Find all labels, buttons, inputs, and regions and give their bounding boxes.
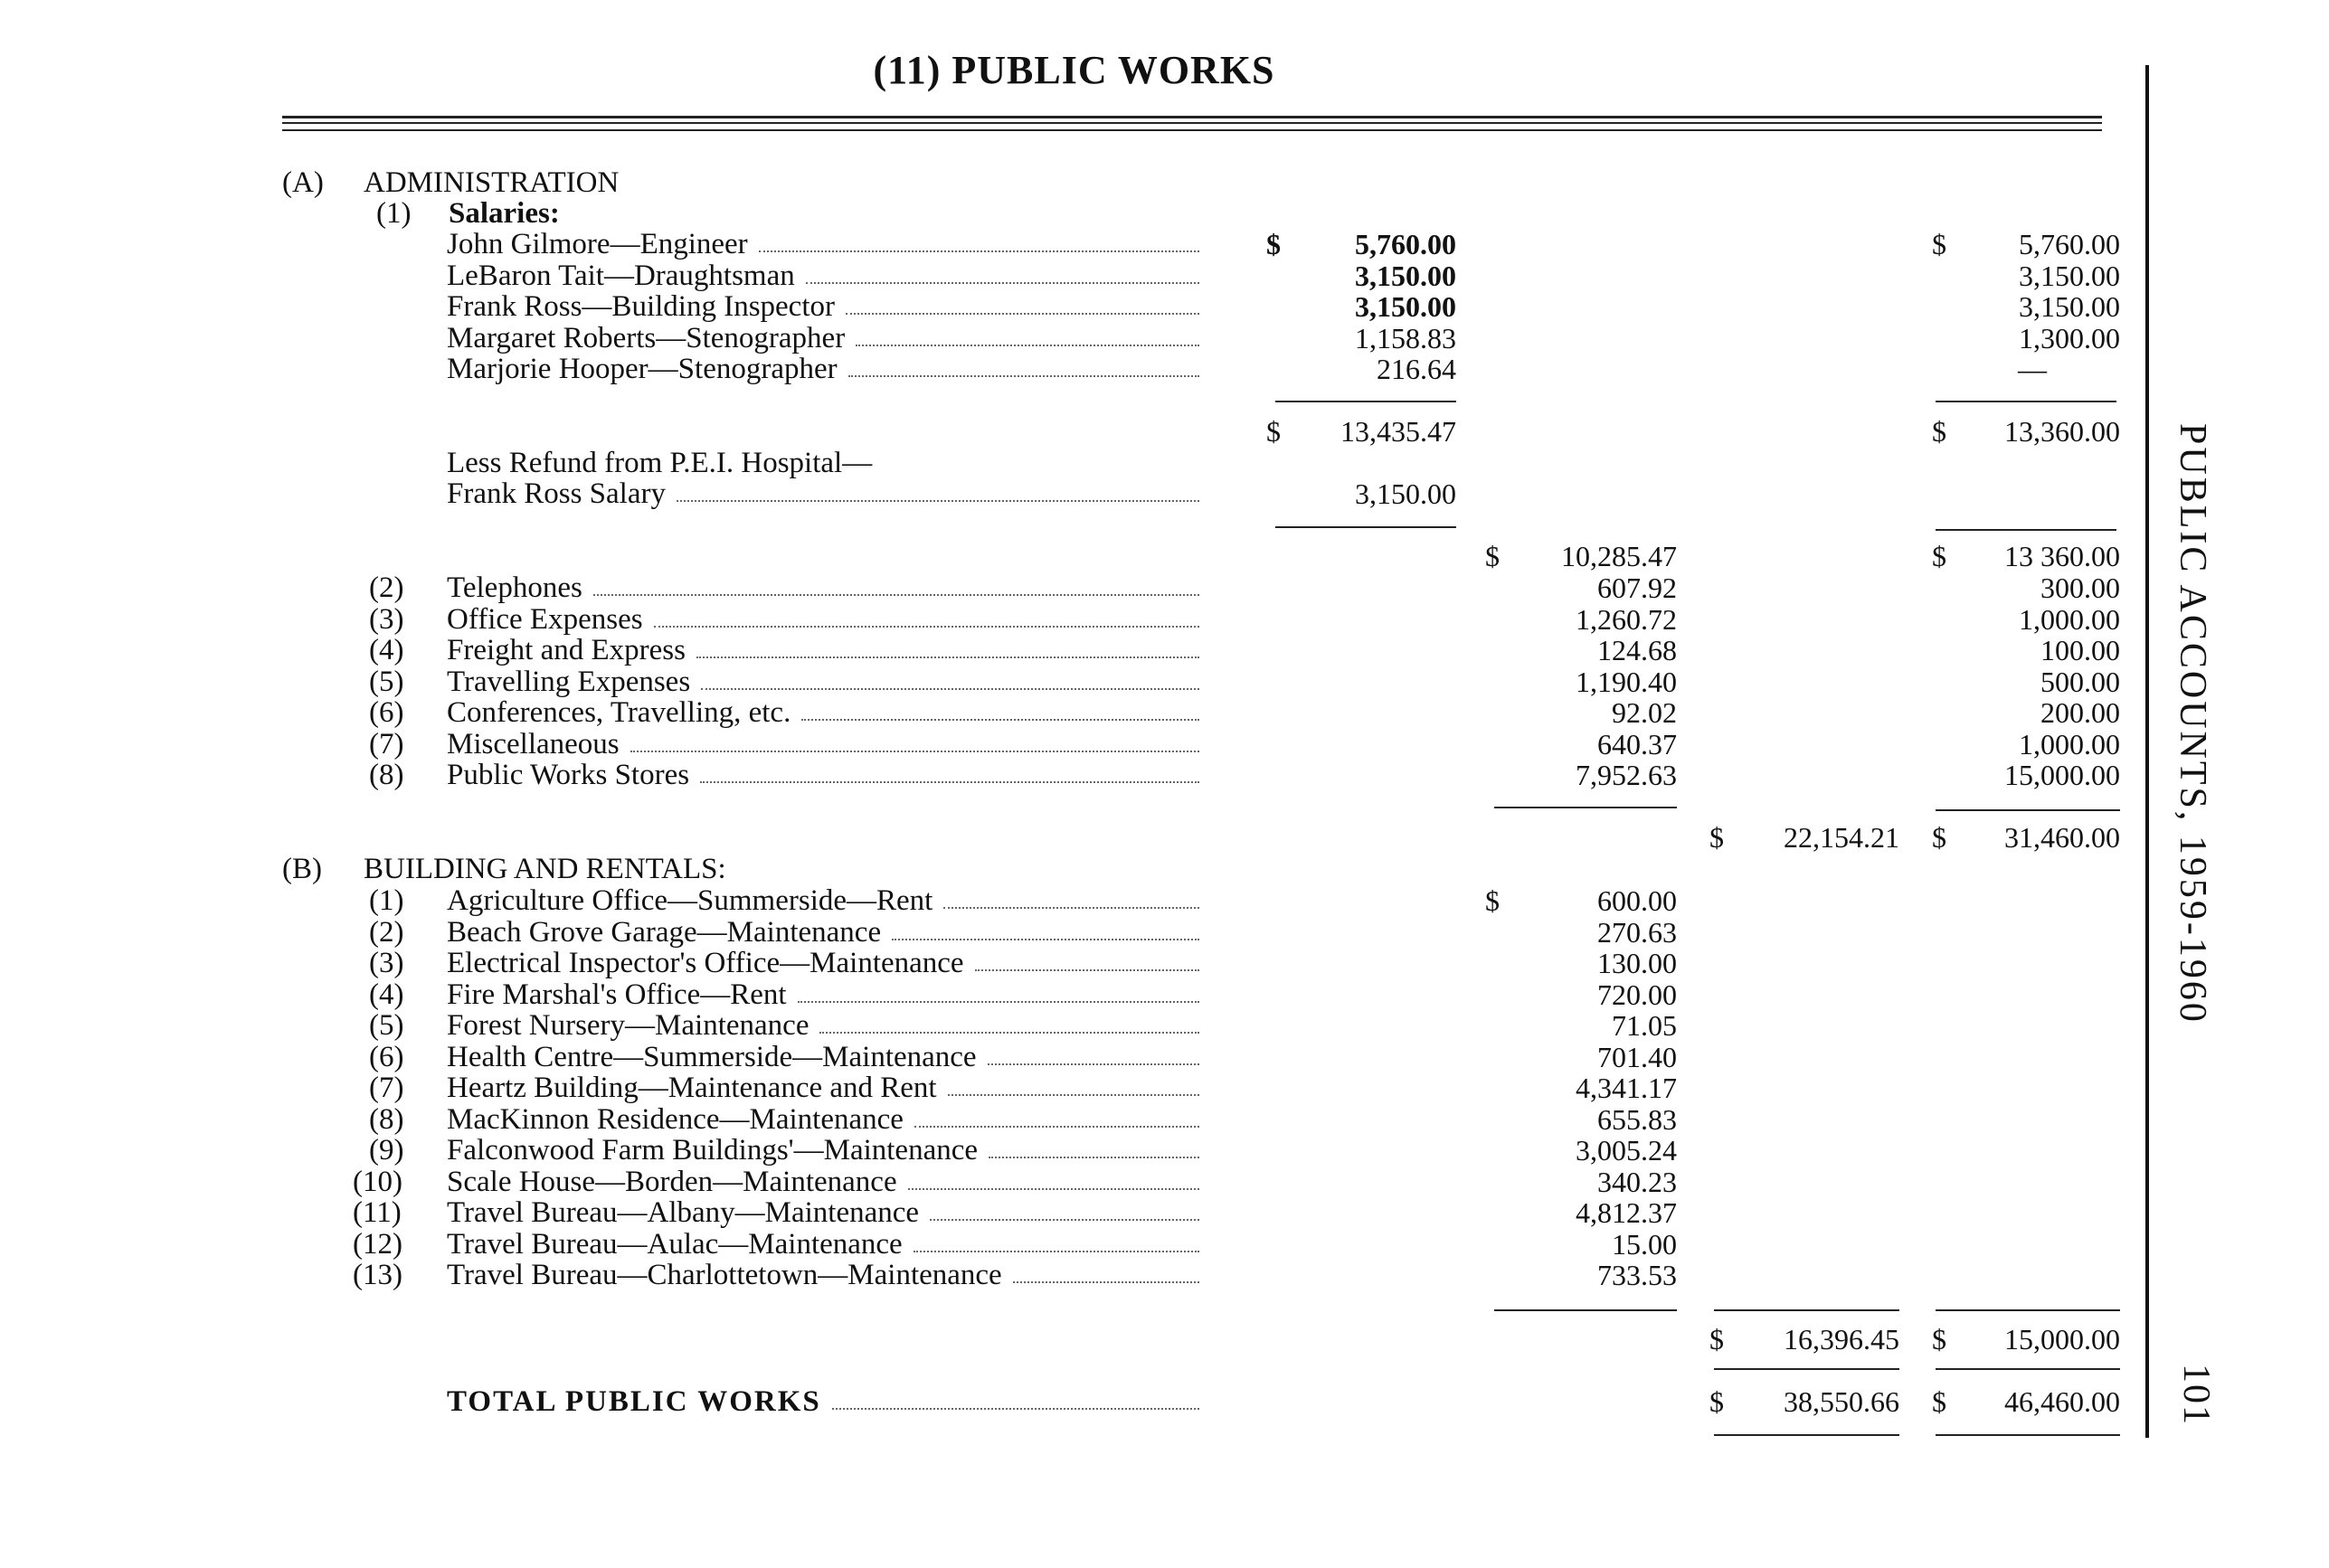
building-item-marker: (7) [369, 1072, 404, 1104]
leader-dots [848, 375, 1199, 377]
net-salary-estimate: 13 360.00 [2004, 540, 2120, 572]
admin-item-marker: (6) [369, 696, 404, 729]
title-rule-1 [282, 116, 2102, 118]
building-item-marker: (5) [369, 1009, 404, 1042]
salary-estimate-rule [1936, 401, 2116, 402]
building-item-label [447, 948, 1199, 978]
refund-rule [1275, 526, 1456, 528]
building-estimate-top-rule [1936, 1309, 2120, 1311]
building-item-actual: 4,341.17 [1576, 1072, 1677, 1104]
salary-estimate: 1,300.00 [2019, 322, 2120, 354]
building-item-marker: (4) [369, 978, 404, 1011]
building-item-label-text: Travel Bureau—Charlottetown—Maintenance [447, 1260, 1002, 1290]
grand-total-estimate: 46,460.00 [2004, 1385, 2120, 1418]
admin-item-estimate: 300.00 [2040, 571, 2120, 604]
grand-total-bottom-rule [1714, 1434, 1899, 1436]
net-salary-actual: 10,285.47 [1561, 540, 1677, 572]
admin-item-actual: 92.02 [1612, 696, 1677, 729]
net-salary-estimate-dollar: $ [1932, 540, 1946, 572]
grand-total-estimate-dollar: $ [1932, 1385, 1946, 1418]
building-item-label-text: Beach Grove Garage—Maintenance [447, 917, 882, 948]
leader-dots [806, 282, 1199, 284]
section-b-total-dollar: $ [1709, 1323, 1724, 1355]
admin-item-label-text: Conferences, Travelling, etc. [447, 697, 791, 728]
salary-subtotal-estimate: 13,360.00 [2004, 415, 2120, 448]
page-title: (11) PUBLIC WORKS [873, 48, 1275, 92]
building-item-label-text: Fire Marshal's Office—Rent [447, 979, 787, 1010]
building-item-label [447, 979, 1199, 1010]
net-salary-dollar: $ [1485, 540, 1500, 572]
salary-estimate: 3,150.00 [2019, 290, 2120, 323]
admin-item-estimate: 15,000.00 [2004, 759, 2120, 791]
salary-row-label [447, 354, 1199, 384]
building-item-marker: (6) [369, 1041, 404, 1073]
building-item-actual: 720.00 [1597, 978, 1677, 1011]
building-item-label [447, 1260, 1199, 1290]
margin-vertical-rule [2145, 65, 2149, 1438]
building-item-label [447, 1135, 1199, 1166]
admin-item-actual: 640.37 [1597, 728, 1677, 760]
building-item-actual: 733.53 [1597, 1259, 1677, 1291]
admin-item-label-text: Telephones [447, 572, 582, 603]
salary-row-label-text: Margaret Roberts—Stenographer [447, 323, 846, 354]
building-item-actual: 71.05 [1612, 1009, 1677, 1042]
section-a-total-actual: 22,154.21 [1784, 821, 1899, 854]
salary-subtotal-actual: 13,435.47 [1340, 415, 1456, 448]
grand-total-label [447, 1386, 1199, 1417]
leader-dots [908, 1188, 1199, 1190]
salaries-heading: Salaries: [449, 197, 560, 230]
leader-dots [943, 907, 1199, 909]
salary-row-label [447, 229, 1199, 260]
leader-dots [701, 688, 1199, 690]
admin-item-estimate: 500.00 [2040, 666, 2120, 698]
building-total-top-rule [1714, 1309, 1899, 1311]
salary-actual: 5,760.00 [1355, 228, 1456, 260]
building-item-label-text: Falconwood Farm Buildings'—Maintenance [447, 1135, 979, 1166]
leader-dots [892, 939, 1199, 940]
leader-dots [696, 656, 1199, 658]
leader-dots [989, 1157, 1199, 1158]
building-item-actual: 130.00 [1597, 947, 1677, 979]
section-b-first-dollar: $ [1485, 884, 1500, 917]
building-item-label-text: Agriculture Office—Summerside—Rent [447, 885, 933, 916]
leader-dots [798, 1001, 1199, 1003]
admin-item-actual: 1,260.72 [1576, 603, 1677, 636]
leader-dots [593, 594, 1199, 596]
leader-dots [832, 1408, 1199, 1410]
leader-dots [856, 345, 1199, 346]
salary-row-label [447, 291, 1199, 322]
admin-item-actual: 607.92 [1597, 571, 1677, 604]
building-item-marker: (1) [369, 884, 404, 917]
admin-item-estimate: 200.00 [2040, 696, 2120, 729]
admin-item-label-text: Travelling Expenses [447, 666, 691, 697]
building-item-marker: (8) [369, 1103, 404, 1136]
section-b-total-estimate: 15,000.00 [2004, 1323, 2120, 1355]
side-heading [2162, 423, 2225, 1074]
admin-item-label [447, 760, 1199, 790]
leader-dots [948, 1094, 1199, 1096]
admin-item-label-text: Freight and Express [447, 635, 686, 666]
building-item-actual: 600.00 [1597, 884, 1677, 917]
refund-label-line-1: Less Refund from P.E.I. Hospital— [447, 447, 873, 479]
salary-row-label-text: LeBaron Tait—Draughtsman [447, 260, 795, 291]
admin-item-estimate: 1,000.00 [2019, 603, 2120, 636]
salary-actual: 216.64 [1377, 353, 1456, 385]
admin-item-label-text: Miscellaneous [447, 729, 620, 760]
admin-item-actual: 124.68 [1597, 634, 1677, 666]
building-item-label [447, 1104, 1199, 1135]
building-item-label [447, 1042, 1199, 1072]
page-number [2175, 1364, 2232, 1445]
building-item-marker: (10) [353, 1166, 402, 1198]
page-number-text: 101 [2175, 1364, 2217, 1426]
admin-item-marker: (8) [369, 759, 404, 791]
salary-row-label [447, 260, 1199, 291]
building-item-actual: 270.63 [1597, 916, 1677, 949]
section-b-marker: (B) [282, 853, 322, 885]
building-item-label [447, 1072, 1199, 1103]
section-b-heading: BUILDING AND RENTALS: [364, 853, 726, 885]
grand-total-top-rule [1714, 1368, 1899, 1370]
building-item-label [447, 1167, 1199, 1197]
section-b-total-estimate-dollar: $ [1932, 1323, 1946, 1355]
building-item-actual: 655.83 [1597, 1103, 1677, 1136]
leader-dots [988, 1063, 1199, 1065]
admin-item-estimate: 100.00 [2040, 634, 2120, 666]
leader-dots [914, 1126, 1199, 1128]
building-item-label-text: MacKinnon Residence—Maintenance [447, 1104, 904, 1135]
admin-item-label [447, 697, 1199, 728]
salary-estimate: — [2018, 353, 2047, 385]
leader-dots [914, 1251, 1199, 1252]
building-item-label [447, 885, 1199, 916]
leader-dots [819, 1032, 1199, 1034]
building-item-label-text: Travel Bureau—Albany—Maintenance [447, 1197, 920, 1228]
admin-item-marker: (3) [369, 603, 404, 636]
admin-actual-rule [1494, 807, 1677, 808]
building-item-actual: 701.40 [1597, 1041, 1677, 1073]
leader-dots [654, 626, 1199, 628]
grand-total-estimate-bottom-rule [1936, 1434, 2120, 1436]
section-a-total-estimate: 31,460.00 [2004, 821, 2120, 854]
salary-estimate: 5,760.00 [2019, 228, 2120, 260]
section-a-total-estimate-dollar: $ [1932, 821, 1946, 854]
salary-subtotal-estimate-dollar: $ [1932, 415, 1946, 448]
admin-item-label [447, 666, 1199, 697]
grand-total-estimate-top-rule [1936, 1368, 2120, 1370]
admin-item-label [447, 604, 1199, 635]
refund-label-text: Frank Ross Salary [447, 478, 666, 509]
leader-dots [677, 500, 1199, 502]
building-item-label-text: Health Centre—Summerside—Maintenance [447, 1042, 977, 1072]
building-item-marker: (9) [369, 1134, 404, 1167]
salary-actual-rule [1275, 401, 1456, 402]
admin-estimate-rule [1936, 809, 2120, 811]
leader-dots [700, 781, 1199, 783]
building-item-label [447, 917, 1199, 948]
building-item-label [447, 1010, 1199, 1041]
title-rule-3 [282, 129, 2102, 131]
salaries-marker: (1) [376, 197, 412, 230]
leader-dots [975, 969, 1199, 971]
building-item-marker: (12) [353, 1228, 402, 1261]
section-a-heading: ADMINISTRATION [364, 166, 620, 199]
building-item-actual: 4,812.37 [1576, 1196, 1677, 1229]
admin-item-label [447, 572, 1199, 603]
building-item-label-text: Heartz Building—Maintenance and Rent [447, 1072, 937, 1103]
admin-item-actual: 1,190.40 [1576, 666, 1677, 698]
section-a-total-dollar: $ [1709, 821, 1724, 854]
refund-amount: 3,150.00 [1355, 477, 1456, 510]
building-item-label [447, 1229, 1199, 1260]
admin-item-label-text: Public Works Stores [447, 760, 690, 790]
building-item-label [447, 1197, 1199, 1228]
admin-item-label [447, 729, 1199, 760]
salary-actual-dollar: $ [1266, 228, 1281, 260]
salary-estimate: 3,150.00 [2019, 260, 2120, 292]
admin-item-estimate: 1,000.00 [2019, 728, 2120, 760]
leader-dots [759, 250, 1199, 252]
salary-row-label-text: John Gilmore—Engineer [447, 229, 748, 260]
building-item-label-text: Forest Nursery—Maintenance [447, 1010, 809, 1041]
salary-row-label-text: Marjorie Hooper—Stenographer [447, 354, 838, 384]
building-item-label-text: Scale House—Borden—Maintenance [447, 1167, 897, 1197]
building-item-label-text: Travel Bureau—Aulac—Maintenance [447, 1229, 903, 1260]
side-heading-text: PUBLIC ACCOUNTS, 1959-1960 [2172, 423, 2213, 1025]
net-estimate-rule [1936, 529, 2116, 531]
salary-row-label [447, 323, 1199, 354]
salary-estimate-dollar: $ [1932, 228, 1946, 260]
building-item-marker: (13) [353, 1259, 402, 1291]
grand-total-label-text: TOTAL PUBLIC WORKS [447, 1386, 821, 1417]
title-rule-2 [282, 122, 2102, 124]
salary-subtotal-dollar: $ [1266, 415, 1281, 448]
section-a-marker: (A) [282, 166, 324, 199]
leader-dots [801, 719, 1199, 721]
admin-item-label [447, 635, 1199, 666]
building-item-actual: 15.00 [1612, 1228, 1677, 1261]
building-actual-rule [1494, 1309, 1677, 1311]
leader-dots [1013, 1281, 1199, 1283]
building-item-actual: 3,005.24 [1576, 1134, 1677, 1167]
salary-actual: 1,158.83 [1355, 322, 1456, 354]
grand-total-dollar: $ [1709, 1385, 1724, 1418]
admin-item-marker: (7) [369, 728, 404, 760]
admin-item-marker: (2) [369, 571, 404, 604]
salary-actual: 3,150.00 [1355, 290, 1456, 323]
section-b-total-actual: 16,396.45 [1784, 1323, 1899, 1355]
leader-dots [846, 313, 1199, 315]
building-item-marker: (11) [353, 1196, 402, 1229]
salary-row-label-text: Frank Ross—Building Inspector [447, 291, 835, 322]
admin-item-marker: (5) [369, 666, 404, 698]
refund-label-line-2 [447, 478, 1199, 509]
grand-total-actual: 38,550.66 [1784, 1385, 1899, 1418]
leader-dots [930, 1219, 1199, 1221]
building-item-marker: (3) [369, 947, 404, 979]
building-item-actual: 340.23 [1597, 1166, 1677, 1198]
admin-item-actual: 7,952.63 [1576, 759, 1677, 791]
building-item-marker: (2) [369, 916, 404, 949]
building-item-label-text: Electrical Inspector's Office—Maintenance [447, 948, 964, 978]
salary-actual: 3,150.00 [1355, 260, 1456, 292]
leader-dots [630, 751, 1199, 752]
admin-item-marker: (4) [369, 634, 404, 666]
admin-item-label-text: Office Expenses [447, 604, 643, 635]
